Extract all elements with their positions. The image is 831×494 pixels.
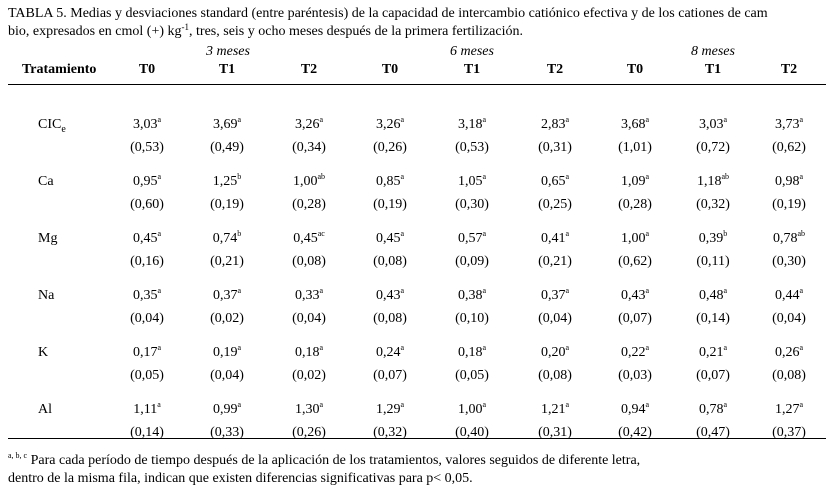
significance-letter: a (723, 343, 728, 352)
significance-letter: a (157, 172, 162, 181)
row-label-text: Ca (38, 174, 54, 189)
significance-letter: a (319, 400, 324, 409)
mean-cell (213, 402, 241, 418)
sd-cell: (0,32) (696, 197, 730, 212)
mean-value: 0,99 (212, 402, 238, 417)
significance-letter: a (157, 229, 162, 238)
sd-cell: (0,28) (618, 197, 652, 212)
row-label-text: Mg (38, 231, 58, 246)
mean-cell (295, 345, 323, 361)
mean-cell (621, 117, 649, 133)
mean-cell (213, 288, 241, 304)
mean-cell (133, 231, 161, 247)
mean-cell (376, 402, 404, 418)
mean-value: 3,03 (132, 117, 158, 132)
row-label-text: CIC (38, 117, 62, 132)
significance-letter: a (482, 115, 487, 124)
significance-letter: a (723, 400, 728, 409)
mean-value: 0,85 (375, 174, 401, 189)
significance-letter: a (482, 286, 487, 295)
column-header: T0 (138, 62, 156, 77)
mean-value: 0,26 (774, 345, 800, 360)
significance-letter: a (157, 343, 162, 352)
significance-letter: a (400, 229, 405, 238)
mean-value: 0,17 (132, 345, 158, 360)
sd-cell: (0,08) (772, 368, 806, 383)
mean-cell (699, 402, 727, 418)
mean-cell (376, 117, 404, 133)
significance-letter: a (319, 343, 324, 352)
mean-value: 1,21 (540, 402, 566, 417)
sd-cell: (0,28) (292, 197, 326, 212)
column-header: T1 (704, 62, 722, 77)
sd-cell: (0,31) (538, 140, 572, 155)
sd-cell: (0,30) (772, 254, 806, 269)
mean-cell (458, 288, 486, 304)
significance-letter: a (319, 286, 324, 295)
mean-value: 1,11 (133, 402, 158, 417)
mean-value: 0,65 (540, 174, 566, 189)
significance-letter: a (645, 343, 650, 352)
significance-letter: a (400, 286, 405, 295)
period-header-6-meses: 6 meses (450, 44, 494, 59)
mean-cell (699, 231, 728, 247)
mean-cell (133, 288, 161, 304)
mean-value: 3,73 (774, 117, 800, 132)
significance-letter: a (645, 286, 650, 295)
caption-text-2: bio, expresados en cmol (+) kg (8, 24, 182, 39)
significance-letter: a (565, 115, 570, 124)
significance-letter: a (799, 400, 804, 409)
mean-cell (458, 174, 486, 190)
mean-value: 0,45 (375, 231, 401, 246)
mean-value: 1,25 (212, 174, 238, 189)
mean-cell (376, 288, 404, 304)
mean-cell (293, 231, 325, 247)
footnote-line-1 (8, 452, 640, 470)
sd-cell: (0,05) (130, 368, 164, 383)
mean-value: 0,45 (293, 231, 318, 246)
mean-value: 0,22 (620, 345, 646, 360)
mean-value: 3,68 (620, 117, 646, 132)
significance-letter: a (157, 400, 161, 409)
mean-cell (621, 231, 649, 247)
sd-cell: (0,07) (618, 311, 652, 326)
mean-cell (213, 117, 241, 133)
mean-cell (133, 174, 161, 190)
sd-cell: (0,07) (696, 368, 730, 383)
sd-cell: (0,25) (538, 197, 572, 212)
mean-cell (621, 402, 649, 418)
mean-value: 0,18 (457, 345, 483, 360)
mean-cell (541, 288, 569, 304)
significance-letter: a (237, 286, 242, 295)
significance-letter: a (723, 286, 728, 295)
mean-cell (133, 345, 161, 361)
significance-letter: a (237, 400, 242, 409)
significance-letter: b (723, 229, 728, 238)
row-label (38, 288, 54, 304)
caption-unit-exponent: -1 (181, 22, 190, 32)
sd-cell: (0,21) (210, 254, 244, 269)
mean-cell (773, 231, 805, 247)
significance-letter: a (157, 115, 162, 124)
significance-letter: a (645, 172, 650, 181)
column-header: T2 (300, 62, 318, 77)
significance-letter: a (723, 115, 728, 124)
mean-cell (775, 288, 803, 304)
column-header: T1 (218, 62, 236, 77)
sd-cell: (0,08) (373, 311, 407, 326)
mean-value: 0,43 (620, 288, 646, 303)
significance-letter: ab (797, 229, 806, 238)
significance-letter: a (799, 172, 804, 181)
significance-letter: a (645, 115, 650, 124)
treatment-header: Tratamiento (22, 62, 97, 77)
mean-value: 0,33 (294, 288, 320, 303)
mean-cell (541, 345, 569, 361)
sd-cell: (0,04) (210, 368, 244, 383)
mean-cell (295, 288, 323, 304)
sd-cell: (0,62) (618, 254, 652, 269)
mean-cell (458, 345, 486, 361)
mean-value: 0,48 (698, 288, 724, 303)
period-header-3-meses: 3 meses (206, 44, 250, 59)
sd-cell: (0,19) (210, 197, 244, 212)
mean-cell (621, 345, 649, 361)
significance-letter: a (799, 115, 804, 124)
mean-value: 0,37 (212, 288, 238, 303)
significance-letter: ab (317, 172, 326, 181)
sd-cell: (0,04) (538, 311, 572, 326)
column-header: T0 (381, 62, 399, 77)
sd-cell: (0,40) (455, 425, 489, 440)
significance-letter: a (565, 400, 570, 409)
column-header: T2 (780, 62, 798, 77)
significance-letter: a (400, 115, 405, 124)
mean-cell (458, 402, 486, 418)
significance-letter: a (645, 400, 650, 409)
row-label-text: Na (38, 288, 55, 303)
mean-value: 0,43 (375, 288, 401, 303)
mean-cell (699, 117, 727, 133)
mean-value: 0,38 (457, 288, 483, 303)
mean-cell (376, 174, 404, 190)
sd-cell: (0,11) (696, 254, 730, 269)
caption-text-3: , tres, seis y ocho meses después de la primera fertilización. (189, 24, 523, 39)
mean-value: 1,30 (294, 402, 320, 417)
significance-letter: a (645, 229, 650, 238)
significance-letter: a (400, 343, 405, 352)
sd-cell: (0,08) (373, 254, 407, 269)
sd-cell: (0,34) (292, 140, 326, 155)
sd-cell: (0,19) (772, 197, 806, 212)
mean-value: 1,00 (620, 231, 646, 246)
mean-value: 1,00 (292, 174, 318, 189)
significance-letter: ab (721, 172, 730, 181)
mean-cell (213, 231, 242, 247)
mean-value: 0,20 (540, 345, 566, 360)
mean-cell (541, 402, 569, 418)
footnote-text-1: Para cada período de tiempo después de la aplicación de los tratamientos, valores seguidos de diferente letra, (30, 453, 641, 468)
table-caption (8, 5, 768, 41)
mean-value: 0,24 (375, 345, 401, 360)
sd-cell: (0,14) (696, 311, 730, 326)
mean-value: 1,09 (620, 174, 646, 189)
sd-cell: (0,42) (618, 425, 652, 440)
row-label (38, 402, 52, 418)
significance-letter: a (799, 286, 804, 295)
mean-value: 3,03 (698, 117, 724, 132)
mean-cell (699, 288, 727, 304)
caption-text-1: TABLA 5. Medias y desviaciones standard (entre paréntesis) de la capacidad de intercambio catiónico efectiva y de los cationes de cam (8, 6, 768, 21)
mean-value: 3,26 (294, 117, 320, 132)
mean-cell (376, 345, 404, 361)
sd-cell: (0,21) (538, 254, 572, 269)
mean-cell (293, 174, 325, 190)
sd-cell: (0,04) (292, 311, 326, 326)
sd-cell: (0,07) (373, 368, 407, 383)
sd-cell: (0,60) (130, 197, 164, 212)
header-rule (8, 84, 826, 85)
sd-cell: (0,14) (130, 425, 164, 440)
period-header-8-meses: 8 meses (691, 44, 735, 59)
mean-value: 0,57 (457, 231, 483, 246)
sd-cell: (0,16) (130, 254, 164, 269)
significance-letter: a (237, 343, 242, 352)
mean-value: 1,18 (696, 174, 722, 189)
mean-value: 1,05 (457, 174, 483, 189)
mean-value: 0,19 (212, 345, 238, 360)
mean-cell (697, 174, 729, 190)
sd-cell: (0,04) (130, 311, 164, 326)
row-label-text: K (38, 345, 49, 360)
row-label (38, 345, 48, 361)
mean-cell (541, 117, 569, 133)
sd-cell: (0,32) (373, 425, 407, 440)
mean-value: 0,74 (212, 231, 238, 246)
significance-letter: a (482, 172, 487, 181)
row-label (38, 117, 66, 133)
sd-cell: (0,72) (696, 140, 730, 155)
significance-letter: a (319, 115, 324, 124)
significance-letter: a (482, 343, 487, 352)
column-header: T1 (463, 62, 481, 77)
mean-value: 0,44 (774, 288, 800, 303)
sd-cell: (0,33) (210, 425, 244, 440)
significance-letter: a (482, 229, 487, 238)
mean-cell (699, 345, 727, 361)
significance-letter: a (565, 343, 570, 352)
mean-value: 0,18 (294, 345, 320, 360)
mean-value: 3,18 (457, 117, 483, 132)
footnote-markers: a, b, c (8, 451, 28, 460)
sd-cell: (0,62) (772, 140, 806, 155)
sd-cell: (0,47) (696, 425, 730, 440)
significance-letter: a (565, 286, 570, 295)
mean-cell (213, 345, 241, 361)
sd-cell: (0,03) (618, 368, 652, 383)
significance-letter: a (237, 115, 242, 124)
sd-cell: (0,31) (538, 425, 572, 440)
mean-cell (541, 231, 569, 247)
significance-letter: a (157, 286, 162, 295)
mean-cell (775, 402, 803, 418)
mean-value: 0,78 (698, 402, 724, 417)
sd-cell: (0,04) (772, 311, 806, 326)
mean-value: 1,29 (375, 402, 401, 417)
mean-cell (376, 231, 404, 247)
mean-cell (295, 402, 323, 418)
sd-cell: (0,53) (455, 140, 489, 155)
significance-letter: a (565, 229, 570, 238)
table-footnote (8, 452, 640, 488)
mean-value: 0,21 (698, 345, 724, 360)
mean-value: 0,37 (540, 288, 566, 303)
mean-cell (775, 174, 803, 190)
significance-letter: b (237, 172, 242, 181)
column-header: T2 (546, 62, 564, 77)
sd-cell: (0,08) (538, 368, 572, 383)
sd-cell: (0,05) (455, 368, 489, 383)
sd-cell: (0,09) (455, 254, 489, 269)
sd-cell: (0,08) (292, 254, 326, 269)
footnote-text-2: dentro de la misma fila, indican que existen diferencias significativas para p< 0,05. (8, 471, 473, 486)
mean-value: 1,00 (457, 402, 483, 417)
sd-cell: (0,10) (455, 311, 489, 326)
mean-value: 0,98 (774, 174, 800, 189)
mean-value: 0,94 (620, 402, 646, 417)
row-label (38, 231, 57, 247)
significance-letter: a (799, 343, 804, 352)
sd-cell: (0,19) (373, 197, 407, 212)
footnote-line-2 (8, 470, 640, 488)
caption-line-1 (8, 5, 768, 23)
mean-value: 0,39 (698, 231, 724, 246)
mean-cell (213, 174, 242, 190)
row-label (38, 174, 54, 190)
mean-cell (621, 288, 649, 304)
row-label-text: Al (38, 402, 52, 417)
sd-cell: (0,37) (772, 425, 806, 440)
mean-value: 2,83 (540, 117, 566, 132)
mean-cell (133, 117, 161, 133)
bottom-rule (8, 438, 826, 439)
column-header: T0 (626, 62, 644, 77)
sd-cell: (0,53) (130, 140, 164, 155)
significance-letter: a (400, 172, 405, 181)
mean-value: 3,26 (375, 117, 401, 132)
sd-cell: (1,01) (618, 140, 652, 155)
significance-letter: a (400, 400, 405, 409)
mean-value: 0,35 (132, 288, 158, 303)
sd-cell: (0,30) (455, 197, 489, 212)
sd-cell: (0,26) (373, 140, 407, 155)
mean-cell (541, 174, 569, 190)
mean-cell (458, 117, 486, 133)
mean-cell (775, 117, 803, 133)
mean-cell (621, 174, 649, 190)
caption-line-2 (8, 23, 768, 41)
mean-cell (295, 117, 323, 133)
mean-value: 0,78 (772, 231, 798, 246)
mean-cell (458, 231, 486, 247)
sd-cell: (0,02) (210, 311, 244, 326)
mean-cell (775, 345, 803, 361)
mean-value: 3,69 (212, 117, 238, 132)
row-label-subscript: e (61, 124, 66, 135)
sd-cell: (0,26) (292, 425, 326, 440)
significance-letter: a (565, 172, 570, 181)
mean-value: 1,27 (774, 402, 800, 417)
significance-letter: a (482, 400, 487, 409)
mean-value: 0,95 (132, 174, 158, 189)
mean-value: 0,41 (540, 231, 566, 246)
mean-value: 0,45 (132, 231, 158, 246)
sd-cell: (0,02) (292, 368, 326, 383)
significance-letter: b (237, 229, 242, 238)
sd-cell: (0,49) (210, 140, 244, 155)
significance-letter: ac (317, 229, 325, 238)
mean-cell (133, 402, 161, 418)
